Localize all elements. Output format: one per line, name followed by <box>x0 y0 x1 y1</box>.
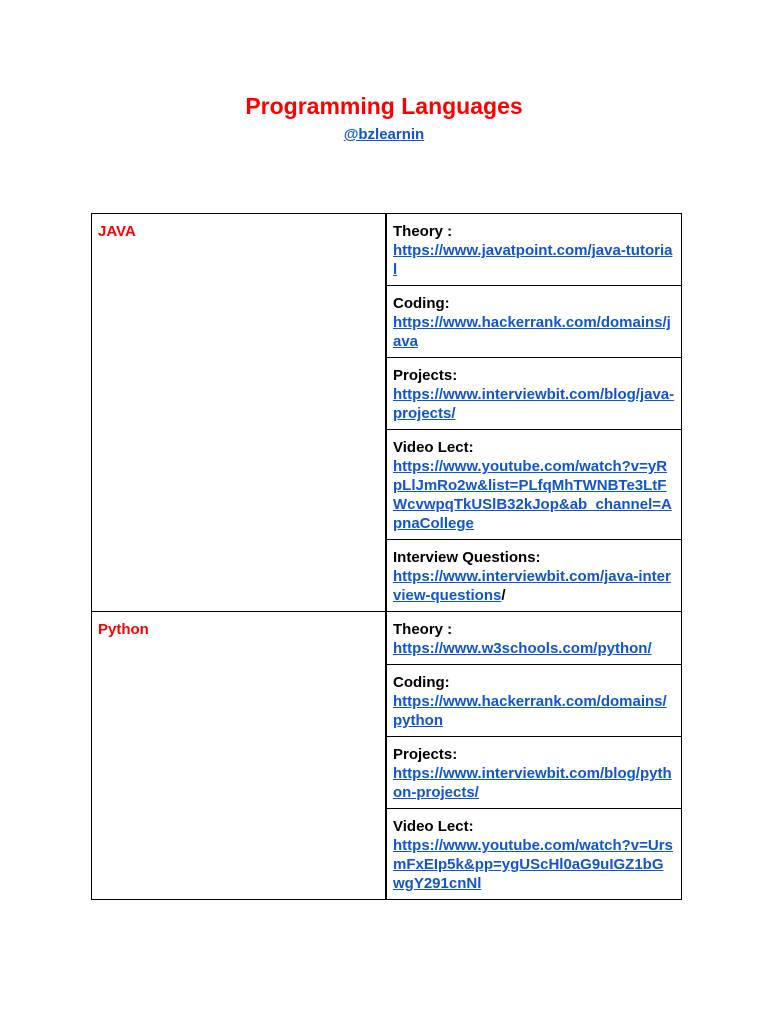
table-row <box>92 612 682 665</box>
resource-link[interactable]: https://www.javatpoint.com/java-tutorial <box>393 242 673 278</box>
resource-label: Projects: <box>393 746 458 763</box>
resource-link[interactable]: https://www.hackerrank.com/domains/java <box>393 314 671 350</box>
resource-link[interactable]: https://www.hackerrank.com/domains/python <box>393 693 667 729</box>
resource-suffix: / <box>501 587 506 604</box>
page-title: Programming Languages <box>245 93 523 119</box>
resource-link[interactable]: https://www.youtube.com/watch?v=yRpLlJmRo2w&list=PLfqMhTWNBTe3LtFWcvwpqTkUSlB32kJop&ab_channel=ApnaCollege <box>393 458 672 532</box>
resource-label: Projects: <box>393 367 458 384</box>
resource-link[interactable]: https://www.interviewbit.com/blog/java-projects/ <box>393 386 675 422</box>
resource-cell <box>386 214 682 286</box>
resource-link[interactable]: https://www.w3schools.com/python/ <box>393 640 652 657</box>
resource-cell <box>386 809 682 900</box>
resource-label: Video Lect: <box>393 439 474 456</box>
resource-cell <box>386 286 682 358</box>
resource-label: Theory : <box>393 223 453 240</box>
resource-cell <box>386 612 682 665</box>
resource-label: Coding: <box>393 295 450 312</box>
resource-link[interactable]: https://www.youtube.com/watch?v=UrsmFxEIp5k&pp=ygUScHl0aG9uIGZ1bGwgY291cnNl <box>393 837 673 892</box>
resource-link[interactable]: https://www.interviewbit.com/blog/python-projects/ <box>393 765 672 801</box>
resource-cell <box>386 540 682 612</box>
language-cell-java: JAVA <box>92 214 387 612</box>
resource-cell <box>386 430 682 540</box>
resource-cell <box>386 737 682 809</box>
resource-cell <box>386 358 682 430</box>
handle-link[interactable]: @bzlearnin <box>343 126 425 143</box>
resource-label: Interview Questions: <box>393 549 541 566</box>
resources-table <box>91 213 682 900</box>
handle-link-wrapper <box>0 126 768 143</box>
language-cell-python: Python <box>92 612 387 900</box>
resource-label: Video Lect: <box>393 818 474 835</box>
resource-label: Coding: <box>393 674 450 691</box>
resource-link[interactable]: https://www.interviewbit.com/java-interview-questions <box>393 568 671 604</box>
table-row <box>92 214 682 286</box>
resource-label: Theory : <box>393 621 453 638</box>
resource-cell <box>386 665 682 737</box>
